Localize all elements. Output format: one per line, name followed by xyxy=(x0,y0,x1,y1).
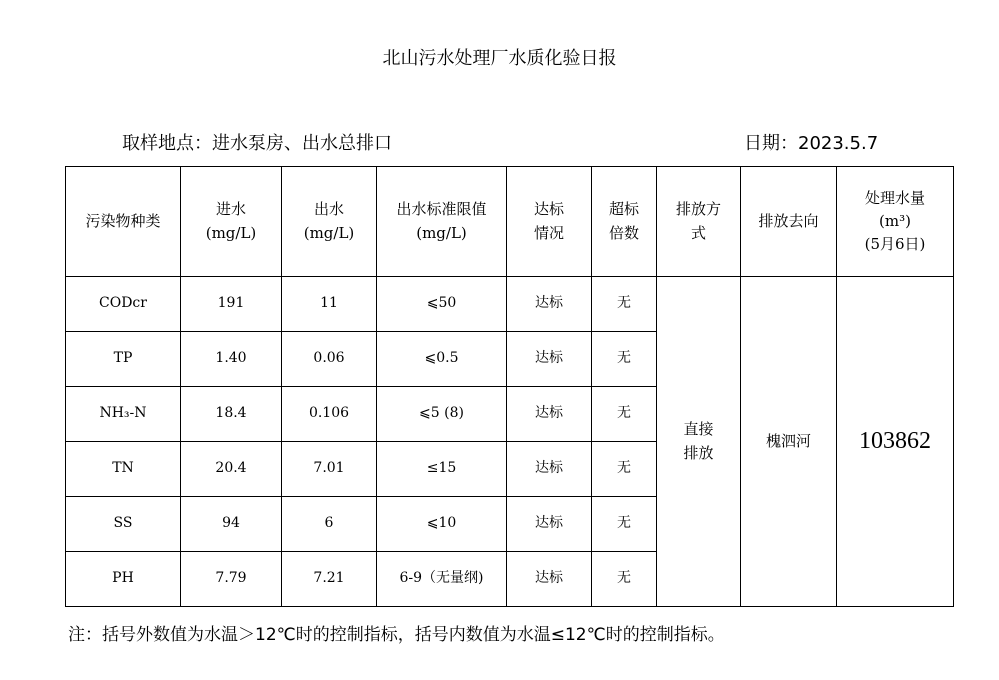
header-discharge-dest: 排放去向 xyxy=(741,167,837,277)
header-inflow xyxy=(181,167,282,277)
discharge-method-line1: 直接 xyxy=(683,420,714,439)
compliance-status: 达标 xyxy=(507,552,592,607)
limit-value: 6-9（无量纲) xyxy=(377,552,507,607)
header-discharge-method-line2: 式 xyxy=(690,223,706,242)
inflow-value: 7.79 xyxy=(181,552,282,607)
header-inflow-unit: (mg/L) xyxy=(205,223,257,242)
header-limit-unit: (mg/L) xyxy=(416,223,467,242)
header-compliance-line2: 情况 xyxy=(533,223,564,242)
outflow-value: 0.06 xyxy=(282,332,377,387)
compliance-status: 达标 xyxy=(507,497,592,552)
compliance-status: 达标 xyxy=(507,277,592,332)
exceed-multiple: 无 xyxy=(592,552,657,607)
outflow-value: 11 xyxy=(282,277,377,332)
report-date: 日期：2023.5.7 xyxy=(744,133,879,154)
exceed-multiple: 无 xyxy=(592,497,657,552)
inflow-value: 191 xyxy=(181,277,282,332)
header-outflow-unit: (mg/L) xyxy=(303,223,355,242)
pollutant-name: TN xyxy=(66,442,181,497)
table-row xyxy=(66,277,954,332)
compliance-status: 达标 xyxy=(507,332,592,387)
inflow-value: 1.40 xyxy=(181,332,282,387)
outflow-value: 0.106 xyxy=(282,387,377,442)
compliance-status: 达标 xyxy=(507,442,592,497)
header-outflow-label: 出水 xyxy=(313,200,344,219)
table-header-row xyxy=(66,167,954,277)
header-pollutant: 污染物种类 xyxy=(66,167,181,277)
limit-value: ≤15 xyxy=(377,442,507,497)
limit-value: ⩽0.5 xyxy=(377,332,507,387)
inflow-value: 18.4 xyxy=(181,387,282,442)
header-limit xyxy=(377,167,507,277)
exceed-multiple: 无 xyxy=(592,442,657,497)
header-exceed-line2: 倍数 xyxy=(608,223,639,242)
outflow-value: 7.21 xyxy=(282,552,377,607)
pollutant-name: TP xyxy=(66,332,181,387)
limit-value: ⩽5 (8) xyxy=(377,387,507,442)
pollutant-name: CODcr xyxy=(66,277,181,332)
header-exceed xyxy=(592,167,657,277)
header-volume-date: (5月6日) xyxy=(864,235,926,254)
header-exceed-line1: 超标 xyxy=(608,200,639,219)
header-discharge-method-line1: 排放方 xyxy=(675,200,721,219)
exceed-multiple: 无 xyxy=(592,332,657,387)
header-limit-label: 出水标准限值 xyxy=(396,200,487,219)
limit-value: ⩽10 xyxy=(377,497,507,552)
inflow-value: 20.4 xyxy=(181,442,282,497)
pollutant-name: PH xyxy=(66,552,181,607)
header-discharge-method xyxy=(657,167,741,277)
header-compliance xyxy=(507,167,592,277)
header-volume xyxy=(837,167,954,277)
discharge-destination: 槐泗河 xyxy=(741,277,837,607)
treated-volume: 103862 xyxy=(837,277,954,607)
discharge-method-line2: 排放 xyxy=(683,443,714,462)
compliance-status: 达标 xyxy=(507,387,592,442)
outflow-value: 7.01 xyxy=(282,442,377,497)
water-quality-table xyxy=(65,166,954,607)
report-title: 北山污水处理厂水质化验日报 xyxy=(382,48,617,69)
inflow-value: 94 xyxy=(181,497,282,552)
limit-value: ⩽50 xyxy=(377,277,507,332)
pollutant-name: NH₃-N xyxy=(66,387,181,442)
footnote: 注：括号外数值为水温＞12℃时的控制指标，括号内数值为水温≤12℃时的控制指标。 xyxy=(68,625,725,645)
header-outflow xyxy=(282,167,377,277)
exceed-multiple: 无 xyxy=(592,387,657,442)
header-volume-unit: (m³) xyxy=(879,211,911,230)
sampling-location: 取样地点：进水泵房、出水总排口 xyxy=(122,133,392,154)
discharge-method xyxy=(657,277,741,607)
outflow-value: 6 xyxy=(282,497,377,552)
exceed-multiple: 无 xyxy=(592,277,657,332)
header-inflow-label: 进水 xyxy=(215,200,246,219)
pollutant-name: SS xyxy=(66,497,181,552)
header-compliance-line1: 达标 xyxy=(533,200,564,219)
header-volume-label: 处理水量 xyxy=(864,188,925,207)
